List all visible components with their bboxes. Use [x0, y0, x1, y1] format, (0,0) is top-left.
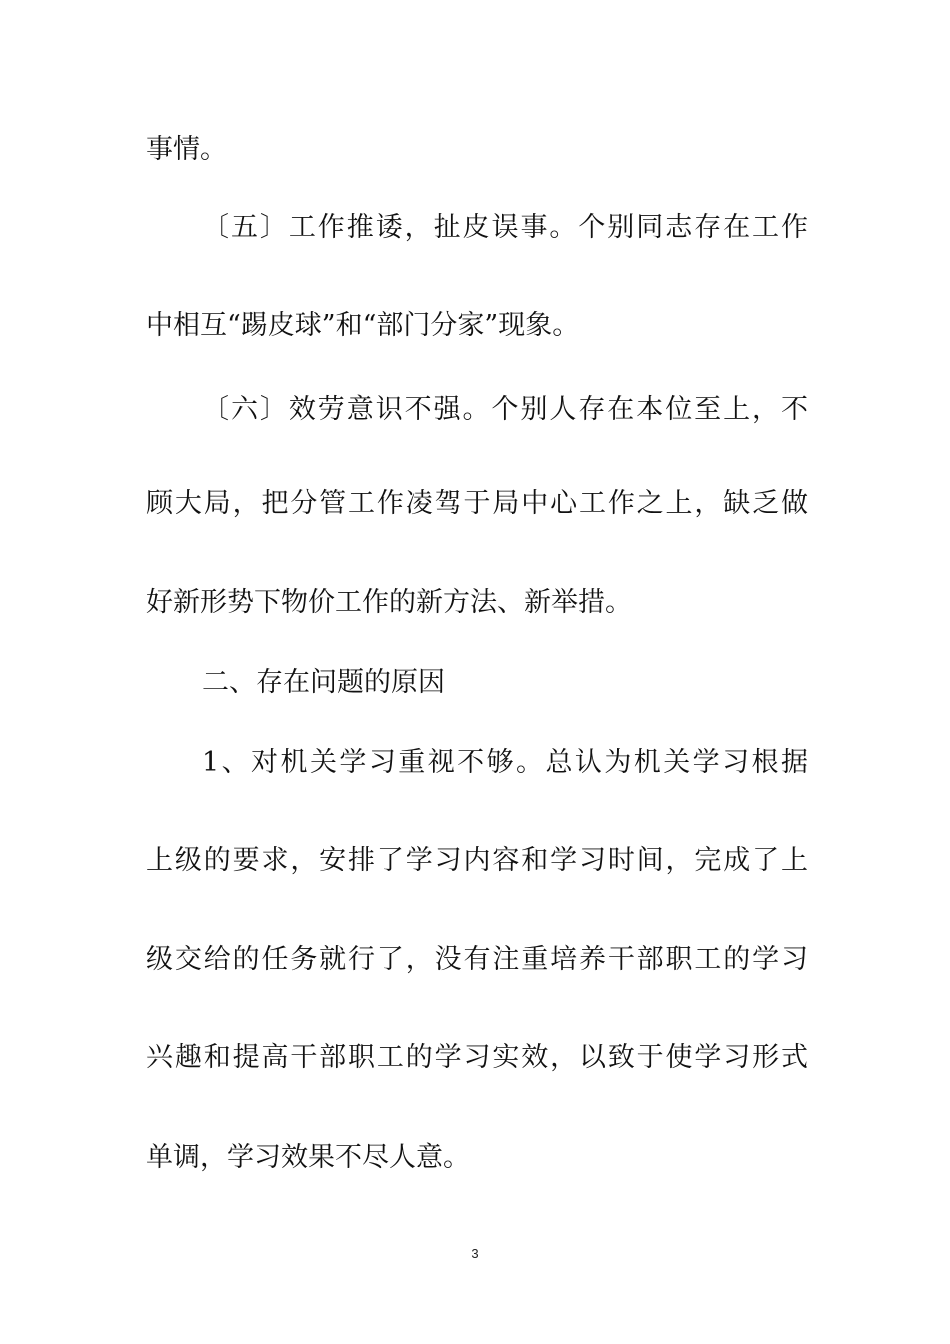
text-line-5: 顾大局，把分管工作凌驾于局中心工作之上，缺乏做: [146, 488, 808, 519]
text-line-9: 上级的要求，安排了学习内容和学习时间，完成了上: [146, 845, 808, 876]
text-line-3: 中相互“踢皮球”和“部门分家”现象。: [146, 310, 580, 341]
text-line-6: 好新形势下物价工作的新方法、新举措。: [146, 587, 632, 618]
text-line-2: 〔五〕工作推诿，扯皮误事。个别同志存在工作: [202, 212, 808, 243]
section-heading: 二、存在问题的原因: [202, 667, 445, 698]
text-line-10: 级交给的任务就行了，没有注重培养干部职工的学习: [146, 944, 808, 975]
text-line-8: 1、对机关学习重视不够。总认为机关学习根据: [202, 747, 808, 778]
text-line-12: 单调，学习效果不尽人意。: [146, 1142, 470, 1173]
text-line-1: 事情。: [146, 134, 227, 165]
text-line-11: 兴趣和提高干部职工的学习实效，以致于使学习形式: [146, 1042, 808, 1073]
text-line-4: 〔六〕效劳意识不强。个别人存在本位至上，不: [202, 394, 808, 425]
page-number: 3: [471, 1246, 479, 1261]
